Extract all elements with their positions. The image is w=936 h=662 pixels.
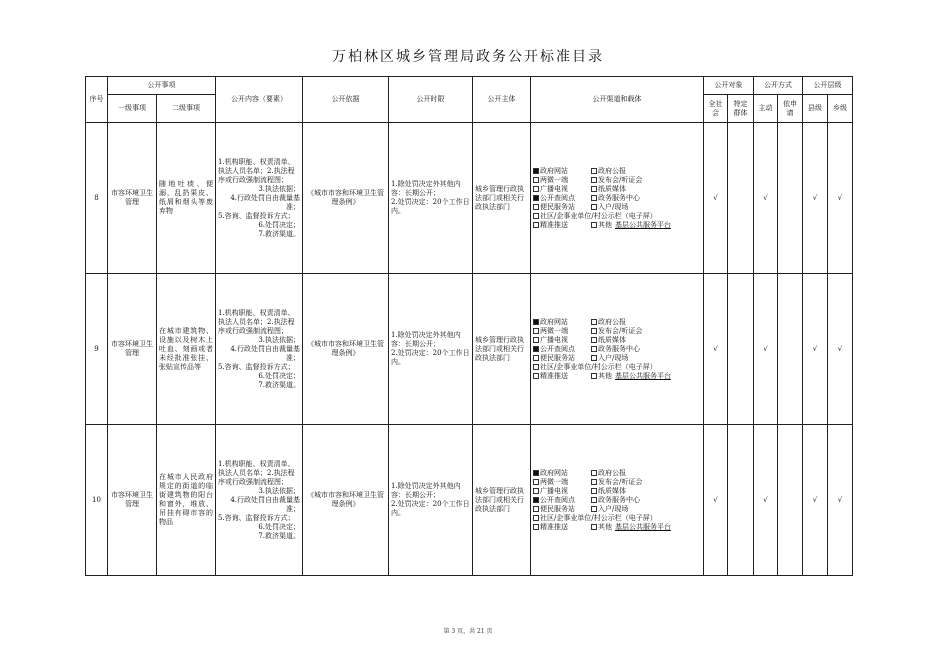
row-level1: 市容环境卫生管理	[108, 123, 157, 274]
channel-label: 社区/企事业单位/村公示栏（电子屏）	[540, 211, 657, 220]
unchecked-box-icon	[591, 328, 597, 334]
channel-community	[533, 363, 701, 372]
table-row	[86, 274, 853, 425]
content-line-3: 4.行政处罚自由裁量基准；	[230, 495, 300, 513]
channel-row	[533, 221, 701, 230]
channel-row	[533, 478, 701, 487]
row-subject: 城乡管理行政执法部门或相关行政执法部门	[473, 123, 531, 274]
unchecked-box-icon	[533, 524, 539, 530]
row-level-town: √	[828, 274, 853, 425]
channel-label: 公开查阅点	[540, 495, 575, 504]
row-content	[216, 425, 303, 576]
channel-row	[533, 469, 701, 478]
row-channels	[531, 123, 704, 274]
unchecked-box-icon	[591, 177, 597, 183]
channel-option	[533, 354, 591, 363]
channel-row	[533, 203, 701, 212]
row-seq: 8	[86, 123, 108, 274]
row-time	[389, 274, 473, 425]
channel-row	[533, 327, 701, 336]
channel-row	[533, 336, 701, 345]
unchecked-box-icon	[591, 337, 597, 343]
header-level: 公开层级	[803, 77, 853, 95]
header-time: 公开时限	[389, 77, 473, 123]
channel-option	[591, 505, 649, 514]
channel-option	[533, 345, 591, 354]
channel-label: 入户/现场	[598, 504, 629, 513]
channel-community	[533, 212, 701, 221]
time-line-1: 1.除处罚决定外其他内容：长期公开；	[391, 331, 461, 348]
content-line-3: 4.行政处罚自由裁量基准；	[230, 344, 300, 362]
unchecked-box-icon	[533, 222, 539, 228]
content-line-2: 3.执法依据；	[258, 184, 300, 193]
channel-label: 纸质媒体	[598, 486, 626, 495]
content-line-5: 6.处罚决定；	[258, 522, 300, 531]
channel-label: 便民服务站	[540, 504, 575, 513]
channel-option	[533, 469, 591, 478]
channel-option	[591, 354, 649, 363]
header-subject: 公开主体	[473, 77, 531, 123]
row-target-all: √	[704, 123, 728, 274]
header-level-town: 乡级	[828, 95, 853, 123]
channel-label: 政府网站	[540, 317, 568, 326]
row-subject: 城乡管理行政执法部门或相关行政执法部门	[473, 425, 531, 576]
unchecked-box-icon	[591, 488, 597, 494]
content-line-4: 5.咨询、监督投诉方式；	[218, 513, 295, 522]
header-level-county: 县级	[803, 95, 828, 123]
row-target-specific	[728, 274, 754, 425]
header-matter: 公开事项	[108, 77, 216, 95]
content-line-5: 6.处罚决定；	[258, 220, 300, 229]
channel-row	[533, 176, 701, 185]
channel-label: 其他	[598, 220, 612, 229]
channel-label: 政府网站	[540, 166, 568, 175]
row-seq: 9	[86, 274, 108, 425]
channel-option	[591, 194, 649, 203]
row-mode-request	[778, 123, 803, 274]
header-mode-active: 主动	[754, 95, 778, 123]
unchecked-box-icon	[591, 479, 597, 485]
catalog-table	[85, 76, 853, 576]
channel-label: 精准推送	[540, 371, 568, 380]
channel-label: 政务服务中心	[598, 495, 640, 504]
checked-box-icon	[533, 195, 539, 201]
time-line-2: 2.处罚决定：20个工作日内。	[391, 349, 470, 366]
unchecked-box-icon	[591, 195, 597, 201]
channel-option	[533, 203, 591, 212]
time-line-2: 2.处罚决定：20个工作日内。	[391, 198, 470, 215]
channel-option	[533, 185, 591, 194]
row-seq: 10	[86, 425, 108, 576]
row-basis: 《城市市容和环境卫生管理条例》	[303, 425, 389, 576]
unchecked-box-icon	[591, 497, 597, 503]
channel-option	[591, 327, 649, 336]
channel-row	[533, 345, 701, 354]
content-line-6: 7.救济渠道。	[258, 380, 300, 389]
header-level1: 一级事项	[108, 95, 157, 123]
unchecked-box-icon	[533, 213, 539, 219]
channel-label: 政务服务中心	[598, 344, 640, 353]
channel-list	[533, 167, 701, 230]
channel-option	[591, 203, 649, 212]
row-subject: 城乡管理行政执法部门或相关行政执法部门	[473, 274, 531, 425]
channel-option	[533, 496, 591, 505]
row-time	[389, 123, 473, 274]
row-target-all: √	[704, 274, 728, 425]
content-line-2: 3.执法依据；	[258, 486, 300, 495]
header-level2: 二级事项	[157, 95, 216, 123]
channel-label: 便民服务站	[540, 202, 575, 211]
row-channels	[531, 274, 704, 425]
checked-box-icon	[533, 346, 539, 352]
unchecked-box-icon	[591, 346, 597, 352]
channel-option	[533, 318, 591, 327]
channel-option	[591, 176, 649, 185]
channel-row	[533, 185, 701, 194]
row-mode-request	[778, 425, 803, 576]
content-line-3: 4.行政处罚自由裁量基准；	[230, 193, 300, 211]
row-basis: 《城市市容和环境卫生管理条例》	[303, 274, 389, 425]
unchecked-box-icon	[591, 506, 597, 512]
row-target-all: √	[704, 425, 728, 576]
content-line-1: 1.机构职能、权责清单、执法人员名单；2.执法程序或行政强制流程图；	[218, 459, 295, 486]
header-mode-request: 依申请	[778, 95, 803, 123]
channel-label: 公开查阅点	[540, 344, 575, 353]
channel-option	[591, 167, 649, 176]
channel-other	[591, 523, 671, 532]
checked-box-icon	[533, 470, 539, 476]
channel-label: 政府公报	[598, 317, 626, 326]
channel-label: 纸质媒体	[598, 335, 626, 344]
channel-option	[591, 185, 649, 194]
time-line-1: 1.除处罚决定外其他内容：长期公开；	[391, 482, 461, 499]
row-level-county: √	[803, 425, 828, 576]
header-seq: 序号	[86, 77, 108, 123]
channel-option	[591, 478, 649, 487]
channel-row	[533, 496, 701, 505]
channel-label: 其他	[598, 522, 612, 531]
time-line-1: 1.除处罚决定外其他内容：长期公开；	[391, 180, 461, 197]
channel-other	[591, 372, 671, 381]
row-level1: 市容环境卫生管理	[108, 274, 157, 425]
channel-label: 其他	[598, 371, 612, 380]
channel-row	[533, 372, 701, 381]
header-channel: 公开渠道和载体	[531, 77, 704, 123]
row-channels	[531, 425, 704, 576]
channel-option	[591, 469, 649, 478]
unchecked-box-icon	[533, 479, 539, 485]
row-mode-active: √	[754, 274, 778, 425]
channel-label: 广播电视	[540, 184, 568, 193]
header-mode: 公开方式	[754, 77, 803, 95]
row-mode-active: √	[754, 425, 778, 576]
channel-list	[533, 469, 701, 532]
channel-push	[533, 372, 591, 381]
row-mode-active: √	[754, 123, 778, 274]
unchecked-box-icon	[533, 177, 539, 183]
unchecked-box-icon	[591, 222, 597, 228]
channel-option	[591, 318, 649, 327]
row-target-specific	[728, 425, 754, 576]
channel-label: 政务服务中心	[598, 193, 640, 202]
channel-community	[533, 514, 701, 523]
channel-list	[533, 318, 701, 381]
channel-option	[533, 327, 591, 336]
channel-row	[533, 354, 701, 363]
row-level1: 市容环境卫生管理	[108, 425, 157, 576]
unchecked-box-icon	[591, 470, 597, 476]
table-row	[86, 123, 853, 274]
header-target-specific: 特定群体	[728, 95, 754, 123]
unchecked-box-icon	[533, 337, 539, 343]
page-title: 万柏林区城乡管理局政务公开标准目录	[332, 49, 604, 65]
row-content	[216, 274, 303, 425]
content-line-1: 1.机构职能、权责清单、执法人员名单；2.执法程序或行政强制流程图；	[218, 308, 295, 335]
channel-label: 发布会/听证会	[598, 175, 643, 184]
channel-push	[533, 221, 591, 230]
unchecked-box-icon	[533, 328, 539, 334]
channel-row	[533, 487, 701, 496]
header-target: 公开对象	[704, 77, 754, 95]
row-basis: 《城市市容和环境卫生管理条例》	[303, 123, 389, 274]
unchecked-box-icon	[591, 319, 597, 325]
checked-box-icon	[533, 497, 539, 503]
row-time	[389, 425, 473, 576]
channel-option	[591, 487, 649, 496]
channel-label: 两微一端	[540, 326, 568, 335]
channel-label: 政府网站	[540, 468, 568, 477]
row-level-county: √	[803, 123, 828, 274]
channel-option	[591, 496, 649, 505]
channel-option	[533, 176, 591, 185]
unchecked-box-icon	[591, 355, 597, 361]
unchecked-box-icon	[591, 168, 597, 174]
row-level2: 在城市建筑物、设施以及树木上吐血、刻画或者未经批准张挂、张贴宣传品等	[157, 274, 216, 425]
content-line-1: 1.机构职能、权责清单、执法人员名单；2.执法程序或行政强制流程图；	[218, 157, 295, 184]
row-level2: 随地吐痰、便溺，乱扔果皮、纸屑和烟头等废弃物	[157, 123, 216, 274]
content-line-6: 7.救济渠道。	[258, 531, 300, 540]
channel-row	[533, 194, 701, 203]
unchecked-box-icon	[533, 186, 539, 192]
channel-label: 入户/现场	[598, 202, 629, 211]
channel-push	[533, 523, 591, 532]
row-content	[216, 123, 303, 274]
page-footer: 第 3 页，共 21 页	[443, 628, 493, 635]
time-line-2: 2.处罚决定：20个工作日内。	[391, 500, 470, 517]
channel-option	[533, 194, 591, 203]
row-mode-request	[778, 274, 803, 425]
channel-row	[533, 523, 701, 532]
unchecked-box-icon	[533, 355, 539, 361]
channel-label: 广播电视	[540, 335, 568, 344]
channel-label: 发布会/听证会	[598, 477, 643, 486]
channel-label: 政府公报	[598, 468, 626, 477]
content-line-5: 6.处罚决定；	[258, 371, 300, 380]
channel-label: 精准推送	[540, 220, 568, 229]
channel-label: 社区/企事业单位/村公示栏（电子屏）	[540, 513, 657, 522]
channel-row	[533, 167, 701, 176]
channel-other-value: 基层公共服务平台	[615, 220, 671, 229]
channel-other	[591, 221, 671, 230]
content-line-6: 7.救济渠道。	[258, 229, 300, 238]
header-basis: 公开依据	[303, 77, 389, 123]
channel-option	[533, 487, 591, 496]
header-target-all: 全社会	[704, 95, 728, 123]
unchecked-box-icon	[591, 186, 597, 192]
channel-option	[533, 505, 591, 514]
channel-row	[533, 505, 701, 514]
channel-label: 纸质媒体	[598, 184, 626, 193]
checked-box-icon	[533, 168, 539, 174]
channel-option	[533, 167, 591, 176]
unchecked-box-icon	[591, 373, 597, 379]
unchecked-box-icon	[591, 204, 597, 210]
row-level-county: √	[803, 274, 828, 425]
header-content: 公开内容（要素）	[216, 77, 303, 123]
channel-label: 两微一端	[540, 477, 568, 486]
row-target-specific	[728, 123, 754, 274]
channel-option	[591, 336, 649, 345]
unchecked-box-icon	[533, 506, 539, 512]
channel-label: 公开查阅点	[540, 193, 575, 202]
row-level-town: √	[828, 123, 853, 274]
checked-box-icon	[533, 319, 539, 325]
unchecked-box-icon	[533, 488, 539, 494]
unchecked-box-icon	[533, 515, 539, 521]
channel-option	[591, 345, 649, 354]
row-level-town: √	[828, 425, 853, 576]
unchecked-box-icon	[533, 364, 539, 370]
channel-label: 社区/企事业单位/村公示栏（电子屏）	[540, 362, 657, 371]
channel-label: 政府公报	[598, 166, 626, 175]
unchecked-box-icon	[533, 373, 539, 379]
row-level2: 在城市人民政府规定的街道的临街建筑物的阳台和窗外，堆放、吊挂有碍市容的物品	[157, 425, 216, 576]
channel-row	[533, 318, 701, 327]
channel-label: 发布会/听证会	[598, 326, 643, 335]
content-line-2: 3.执法依据；	[258, 335, 300, 344]
channel-other-value: 基层公共服务平台	[615, 522, 671, 531]
channel-option	[533, 336, 591, 345]
unchecked-box-icon	[591, 524, 597, 530]
channel-label: 入户/现场	[598, 353, 629, 362]
channel-option	[533, 478, 591, 487]
content-line-4: 5.咨询、监督投诉方式；	[218, 211, 295, 220]
content-line-4: 5.咨询、监督投诉方式；	[218, 362, 295, 371]
channel-label: 精准推送	[540, 522, 568, 531]
channel-label: 两微一端	[540, 175, 568, 184]
unchecked-box-icon	[533, 204, 539, 210]
table-row	[86, 425, 853, 576]
channel-other-value: 基层公共服务平台	[615, 371, 671, 380]
channel-label: 广播电视	[540, 486, 568, 495]
channel-label: 便民服务站	[540, 353, 575, 362]
